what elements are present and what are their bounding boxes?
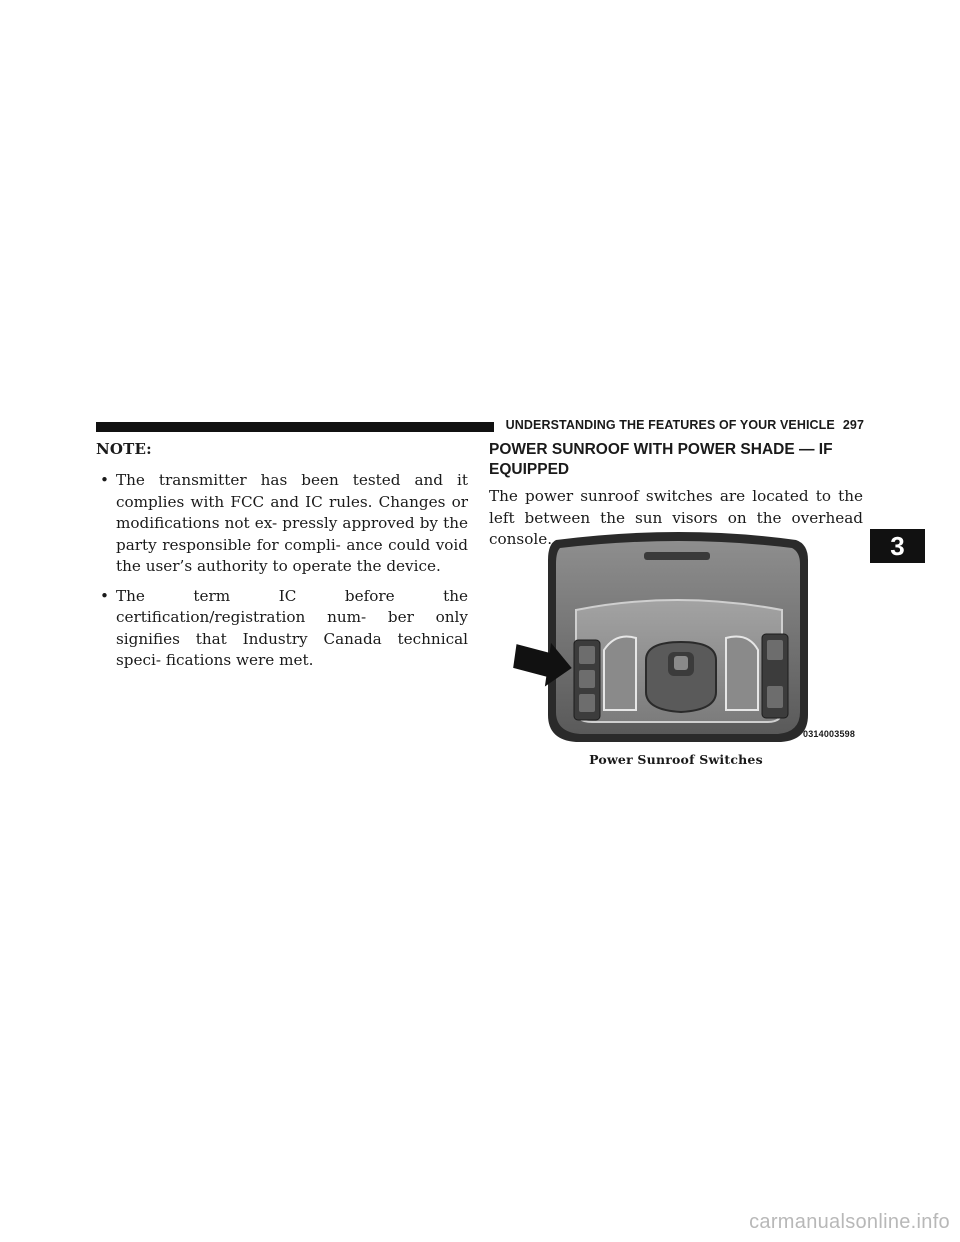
- section-body: The power sunroof switches are located to the left between the sun visors on the overhead console.: [489, 487, 863, 548]
- bullet-item: [96, 586, 468, 672]
- figure-code: 0314003598: [803, 729, 856, 739]
- bullet-text: The transmitter has been tested and it complies with FCC and IC rules. Changes or modifications not ex- pressly approved by the party responsible for compli- ance could void the user’s authority to operate the device.: [116, 471, 468, 575]
- overhead-console-illustration: [496, 530, 868, 750]
- page-number: 297: [842, 418, 864, 432]
- running-title: UNDERSTANDING THE FEATURES OF YOUR VEHICLE: [505, 418, 835, 432]
- chapter-tab: 3: [870, 529, 925, 563]
- section-title: POWER SUNROOF WITH POWER SHADE — IF EQUIPPED: [489, 441, 833, 478]
- bullet-icon: •: [100, 586, 109, 605]
- bullet-icon: •: [100, 471, 109, 489]
- bullet-item: [96, 470, 468, 578]
- running-head: [502, 418, 864, 432]
- note-bullets: [96, 470, 468, 680]
- watermark: carmanualsonline.info: [749, 1211, 950, 1233]
- note-label: NOTE:: [96, 440, 152, 458]
- bullet-text: The term IC before the certification/registration num- ber only signifies that Industry Canada technical speci- fications were met.: [116, 586, 468, 669]
- header-rule: [96, 422, 494, 432]
- overhead-console-figure: [496, 530, 868, 750]
- figure-caption: Power Sunroof Switches: [589, 752, 763, 767]
